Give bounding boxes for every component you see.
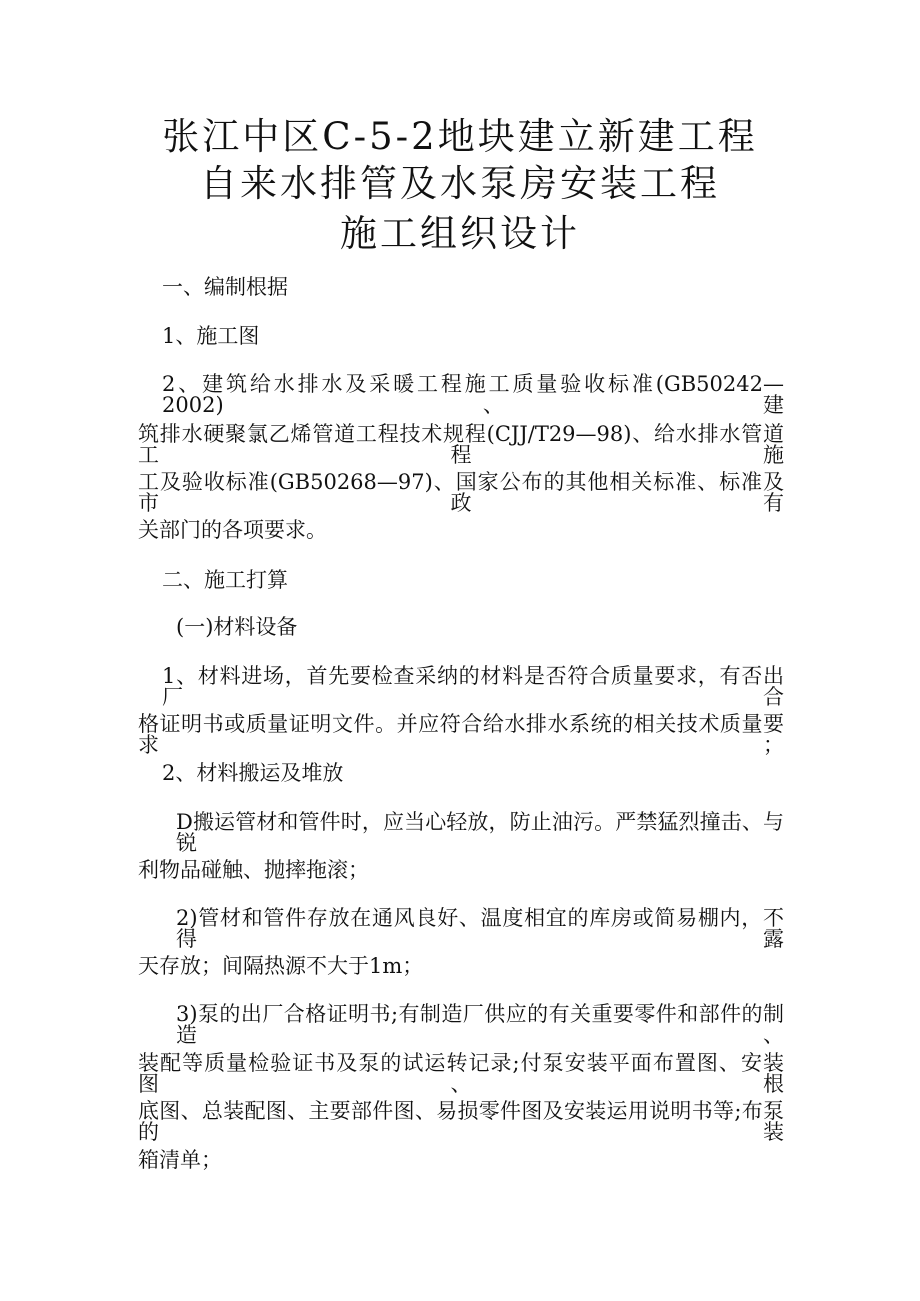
handling-point-3-line-1: 3)泵的出厂合格证明书;有制造厂供应的有关重要零件和部件的制造、: [176, 1002, 784, 1047]
handling-point-1-line-2: 利物品碰触、抛摔拖滚；: [138, 858, 369, 882]
item-2-standards-line-4: 关部门的各项要求。: [138, 518, 327, 542]
handling-point-3-line-4: 箱清单；: [138, 1148, 222, 1172]
handling-point-3-line-3: 底图、总装配图、主要部件图、易损零件图及安装运用说明书等;布泵的装: [138, 1099, 784, 1144]
handling-point-1-line-1: D搬运管材和管件时，应当心轻放，防止油污。严禁猛烈撞击、与锐: [176, 810, 784, 855]
item-2-standards-line-3: 工及验收标准(GB50268—97)、国家公布的其他相关标准、标准及市政有: [138, 470, 784, 515]
item-2-standards-line-1: 2、建筑给水排水及采暖工程施工质量验收标准(GB50242—2002)、建: [162, 372, 784, 417]
handling-point-2-line-1: 2)管材和管件存放在通风良好、温度相宜的库房或简易棚内，不得露: [176, 906, 784, 951]
title-line-1: 张江中区C-5-2地块建立新建工程: [162, 115, 758, 158]
section-heading-basis: 一、编制根据: [162, 275, 288, 299]
title-line-2: 自来水排管及水泵房安装工程: [200, 162, 720, 205]
section-heading-preparation: 二、施工打算: [162, 568, 288, 592]
subsection-materials-equipment: (一)材料设备: [176, 615, 298, 639]
item-2-standards-line-2: 筑排水硬聚氯乙烯管道工程技术规程(CJJ/T29—98)、给水排水管道工程施: [138, 422, 784, 467]
item-1-drawings: 1、施工图: [162, 324, 260, 348]
title-line-3: 施工组织设计: [340, 212, 580, 255]
materials-item-1-line-1: 1、材料进场，首先要检查采纳的材料是否符合质量要求，有否出厂合: [162, 664, 784, 709]
handling-point-3-line-2: 装配等质量检验证书及泵的试运转记录;付泵安装平面布置图、安装图、根: [138, 1051, 784, 1096]
handling-point-2-line-2: 天存放；间隔热源不大于1m；: [138, 954, 424, 978]
materials-item-1-line-2: 格证明书或质量证明文件。并应符合给水排水系统的相关技术质量要求；: [138, 712, 784, 757]
materials-item-2-heading: 2、材料搬运及堆放: [162, 761, 344, 785]
